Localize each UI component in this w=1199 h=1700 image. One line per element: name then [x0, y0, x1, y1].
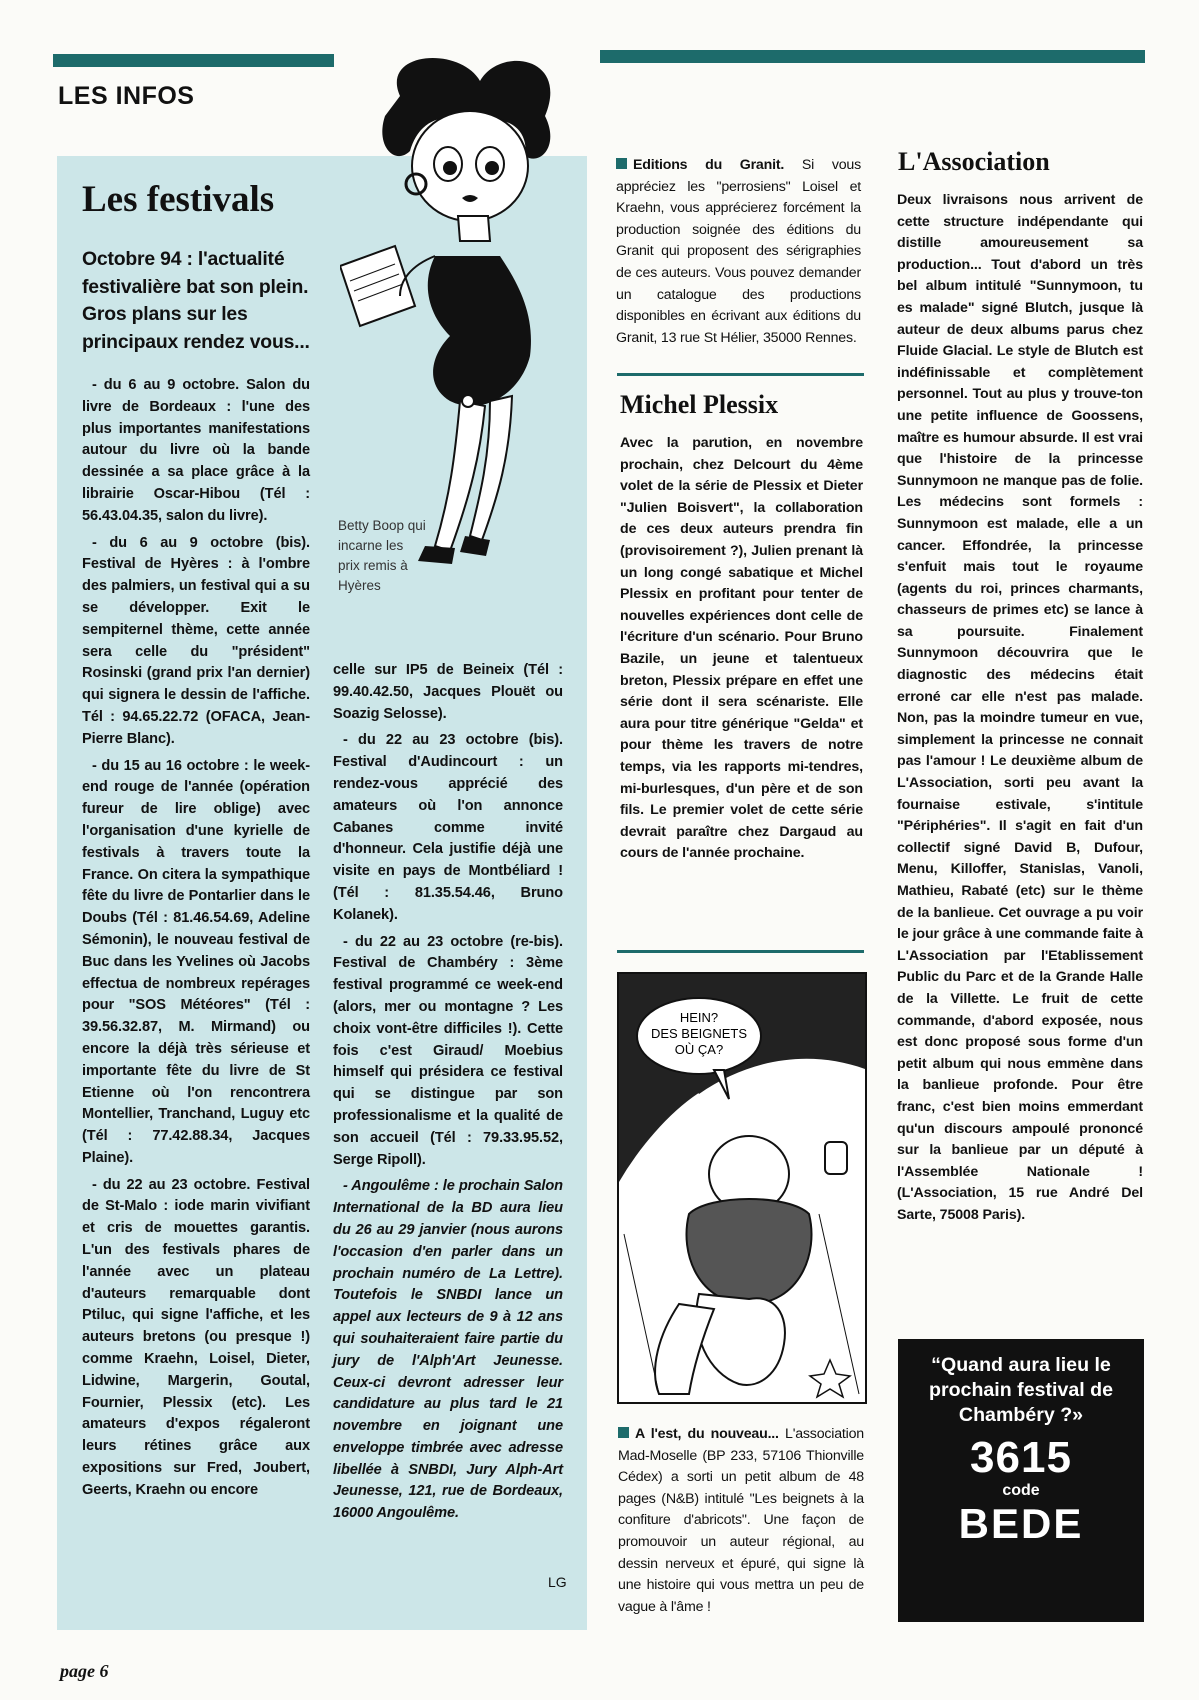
comic-panel: [617, 972, 867, 1404]
mad-moselle-brief: [618, 1424, 864, 1618]
bullet-square-icon: [618, 1427, 629, 1438]
festival-item: - du 22 au 23 octobre (re-bis). Festival de Chambéry : 3ème festival programmé ce week-end (alors, mer ou montagne ? Les choix vont-être difficiles !). Cette fois c'est Giraud/ Moebius himself qui présidera ce festival qui se distingue par son professionalisme et la qualité de son accueil (Tél : 79.33.95.52, Serge Ripoll).: [333, 933, 563, 1168]
bubble-line: HEIN?: [679, 1010, 719, 1025]
angouleme-item: - Angoulême : le prochain Salon International de la BD aura lieu du 26 au 29 janvier (nous aurons l'occasion d'en parler dans un prochain numéro de La Lettre). Toutefois le SNBDI lance un appel aux lecteurs de 9 à 12 ans qui souhaiteraient faire partie du jury de l'Alph'Art Jeunesse. Ceux-ci devront adresser leur candidature au plus tard le 21 novembre en joignant une enveloppe timbrée avec adresse libellée à SNBDI, Jury Alph-Art Jeunesse, 121, rue de Bordeaux, 16000 Angoulême.: [333, 1178, 563, 1522]
festivals-title: Les festivals: [82, 179, 275, 220]
plessix-text: Avec la parution, en novembre prochain, chez Delcourt du 4ème volet de la série de Plessix et Dieter "Julien Boisvert", la collaboration de ces deux auteurs prendra fin (provisoirement ?), Julien prenant là un long congé sabatique et Michel Plessix en profitant pour tenter de nouvelles expériences dont celle de l'écriture d'un scénario. Pour Bruno Bazile, un jeune et talentueux breton, Plessix prépare en effet une série dont il sera scénariste. Elle aura pour titre générique "Gelda" et pour thème les travers de notre temps, via les rapports mi-tendres, mi-burlesques, d'un père et de son fils. Le premier volet de cette série devrait paraître chez Dargaud au cours de l'année prochaine.: [620, 435, 863, 862]
festivals-column-2: [333, 660, 563, 1530]
promo-code-label: code: [1002, 1482, 1040, 1499]
mad-moselle-text: L'association Mad-Moselle (BP 233, 57106 Thionville Cédex) a sorti un petit album de 48 pages (N&B) intitulé "Les beignets à la confiture d'abricots". Une façon de promouvoir un auteur régional, au dessin nerveux et épuré, qui signe là une histoire qui vous mettra un peu de vague à l'âme !: [618, 1426, 864, 1615]
association-title: L'Association: [898, 147, 1050, 176]
festival-item: - du 6 au 9 octobre. Salon du livre de Bordeaux : l'une des plus importantes manifestations autour du livre où la bande dessinée a sa place grâce à la librairie Oscar-Hibou (Tél : 56.43.04.35, salon du livre).: [82, 377, 310, 524]
granit-brief: [616, 155, 861, 349]
bubble-line: DES BEIGNETS: [650, 1026, 748, 1041]
festival-item: - du 22 au 23 octobre (bis). Festival d'Audincourt : un rendez-vous apprécié des amateurs où l'on annonce Cabanes comme invité d'honneur. Cela justifie déjà une visite en pays de Montbéliard ! (Tél : 81.35.54.46, Bruno Kolanek).: [333, 732, 563, 923]
minitel-promo: [898, 1339, 1144, 1622]
festival-item: - du 6 au 9 octobre (bis). Festival de Hyères : à l'ombre des palmiers, un festival qui a su se développer. Exit le sempiternel thème, cette année sera celle du "président" Rosinski (grand prix l'an dernier) qui signera le dessin de l'affiche. Tél : 94.65.22.72 (OFACA, Jean-Pierre Blanc).: [82, 534, 310, 747]
header-bar-left: [53, 54, 334, 67]
promo-question: “Quand aura lieu le prochain festival de Chambéry ?»: [928, 1354, 1114, 1426]
bullet-square-icon: [616, 158, 627, 169]
festival-item: celle sur IP5 de Beineix (Tél : 99.40.42.50, Jacques Plouët ou Soazig Selosse).: [333, 662, 563, 722]
divider: [617, 950, 864, 953]
granit-text: Si vous appréciez les "perrosiens" Loisel et Kraehn, vous apprécierez forcément la production soignée des éditions du Granit qui proposent des sérigraphies de ces auteurs. Vous pouvez demander un catalogue des productions disponibles en écrivant aux éditions du Granit, 13 rue St Hélier, 35000 Rennes.: [616, 157, 861, 346]
bubble-line: OÙ ÇA?: [674, 1042, 724, 1057]
header-bar-right: [600, 50, 1145, 63]
festivals-column-1: [82, 375, 310, 1507]
festivals-signature: LG: [548, 1574, 567, 1590]
page-number: page 6: [60, 1661, 109, 1681]
festival-item: - du 15 au 16 octobre : le week-end rouge de l'année (opération fureur de lire oblige) avec l'organisation d'une kyrielle de festivals à travers toute la France. On citera la sympathique fête du livre de Pontarlier dans le Doubs (Tél : 81.46.54.69, Adeline Sémonin), le nouveau festival de Buc dans les Yvelines où Jacobs effectua de nombreux repérages pour "SOS Météores" (Tél : 39.56.32.87, M. Mirmand) ou encore la déjà très sérieuse et importante fête du livre de St Etienne où l'on rencontrera Montellier, Tranchand, Luguy etc (Tél : 77.42.88.34, Jacques Plaine).: [82, 757, 310, 1166]
promo-number: 3615: [970, 1433, 1072, 1482]
comic-drawing: [619, 974, 865, 1402]
mad-moselle-lead: A l'est, du nouveau...: [635, 1426, 779, 1442]
divider: [617, 373, 864, 376]
promo-service: BEDE: [958, 1500, 1084, 1547]
association-text: Deux livraisons nous arrivent de cette structure indépendante qui distille amoureusement sa production... Tout d'abord un très bel album intitulé "Sunnymoon, tu es malade" signé Blutch, jusque là auteur de deux albums parus chez Fluide Glacial. Le style de Blutch est indéfinissable et complètement personnel. Tout au plus y trouve-ton une petite influence de Goossens, maître es humour absurde. Il est vrai que l'histoire de la princesse Sunnymoon ne manque pas de folie. Les médecins sont formels : Sunnymoon est malade, elle a un cancer. Effondrée, la princesse s'enfuit mais tout le royaume (agents du roi, princes charmants, chasseurs de primes etc) se lance à sa poursuite. Finalement Sunnymoon découvrira que le diagnostic des médecins était erroné car elle n'est pas malade. Non, pas la moindre tumeur en vue, simplement la princesse ne connait pas l'amour ! Le deuxième album de L'Association, sorti peu avant la fournaise estivale, s'intitule "Périphéries". Il s'agit en fait d'un collectif signé David B, Dufour, Menu, Killoffer, Stanislas, Vanoli, Mathieu, Rabaté (etc) sur le thème de la banlieue. Cet ouvrage a pu voir le jour grâce à une commande faite à L'Association par l'Etablissement Public du Parc et de la Grande Halle de la Villette. Le fruit de cette commande, d'abord exposée, nous est donc proposé sous forme d'un petit album qui nous emmène dans la banlieue profonde. Pour être franc, c'est bien moins emmerdant qu'un discours ampoulé prononcé sur la banlieue par un député à l'Assemblée Nationale ! (L'Association, 15 rue André Del Sarte, 75008 Paris).: [897, 192, 1143, 1223]
festivals-lede: Octobre 94 : l'actualité festivalière bat son plein. Gros plans sur les principaux rendez vous...: [82, 248, 310, 353]
festival-item: - du 22 au 23 octobre. Festival de St-Malo : iode marin vivifiant et cris de mouettes garantis. L'un des festivals phares de l'année avec un plateau d'auteurs remarquable dont Ptiluc, qui signe l'affiche, et les auteurs bretons (ou presque !) comme Kraehn, Loisel, Dieter, Lidwine, Margerin, Goutal, Fournier, Plessix (etc). Les amateurs d'expos régaleront leurs rétines grâce aux expositions sur Fred, Joubert, Geerts, Kraehn ou encore: [82, 1176, 310, 1498]
illustration-caption: Betty Boop qui incarne les prix remis à Hyères: [338, 518, 426, 593]
section-label: LES INFOS: [58, 82, 195, 110]
granit-lead: Editions du Granit.: [633, 157, 785, 173]
plessix-title: Michel Plessix: [620, 390, 779, 419]
